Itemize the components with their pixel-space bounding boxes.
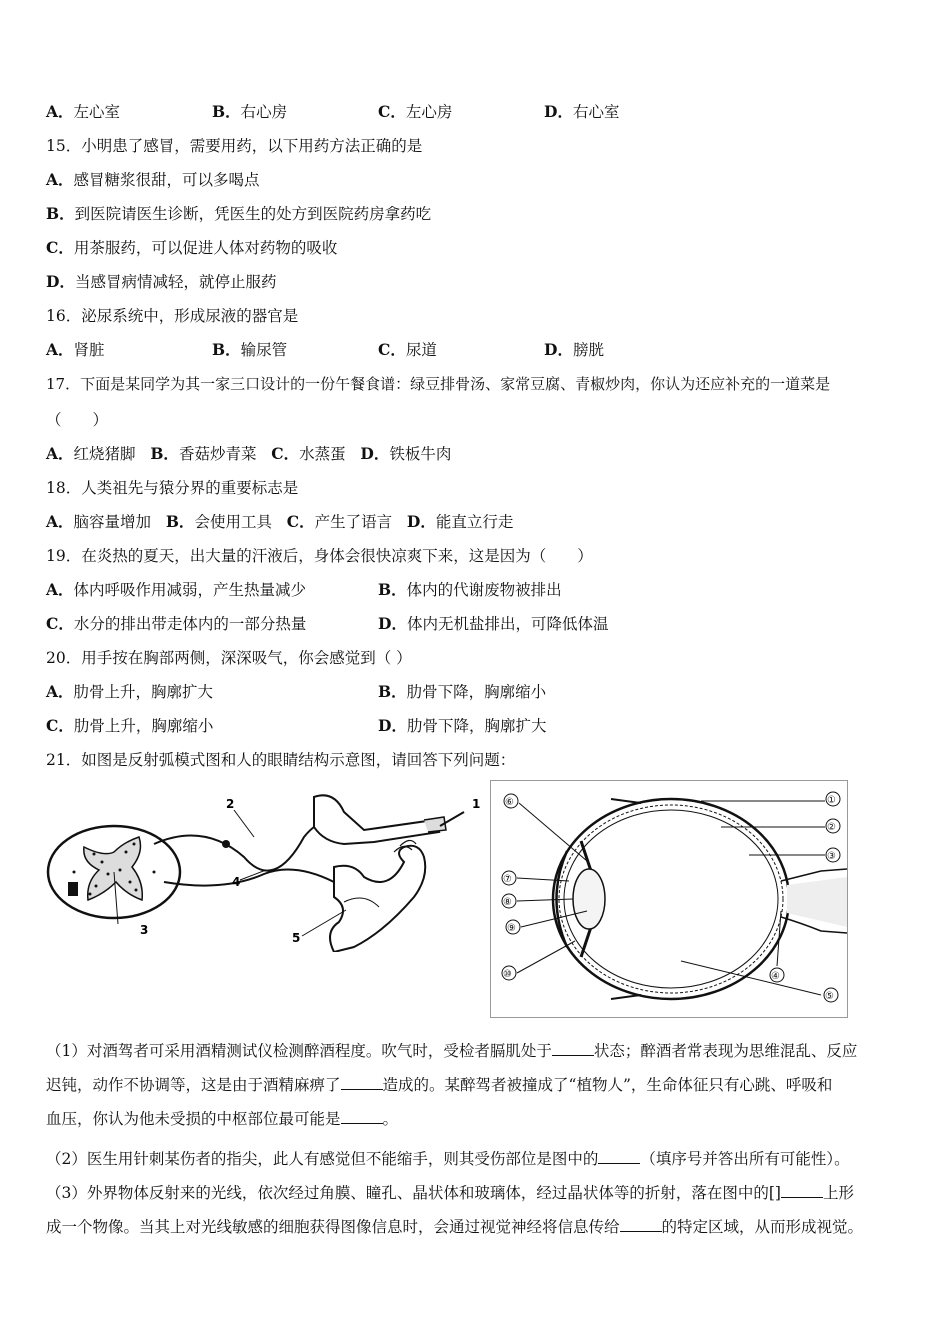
q17-stem: 17．下面是某同学为其一家三口设计的一份午餐食谱：绿豆排骨汤、家常豆腐、青椒炒肉，你认为还应补充的一道菜是: [46, 375, 831, 393]
q21-part1: [46, 1034, 916, 1136]
answer-blank[interactable]: [598, 1147, 640, 1164]
option-text: 右心房: [240, 103, 288, 121]
option-label: A．: [46, 170, 74, 189]
option-text: 能直立行走: [435, 513, 514, 531]
option-label: C．: [46, 238, 74, 257]
q21-part3-text-b: 上形: [822, 1184, 854, 1202]
answer-blank[interactable]: [341, 1073, 383, 1090]
option-text: 尿道: [405, 341, 437, 359]
answer-blank[interactable]: [620, 1215, 662, 1232]
option-label: B．: [150, 444, 179, 463]
reflex-label-1: 1: [472, 797, 481, 811]
option-text: 红烧猪脚: [73, 445, 136, 463]
q19-option-a: [46, 579, 306, 601]
option-text: 会使用工具: [194, 513, 272, 531]
q21-part2: [46, 1142, 916, 1176]
q20-option-a: [46, 681, 213, 703]
q15-option-a: [46, 169, 260, 191]
option-label: B．: [378, 682, 407, 701]
option-label: D．: [544, 102, 573, 121]
option-text: 肋骨上升，胸廓缩小: [73, 717, 214, 735]
option-label: B．: [378, 580, 407, 599]
option-label: D．: [406, 512, 436, 531]
eye-label-8: ⑧: [503, 897, 512, 908]
spinal-cord-section: [48, 826, 180, 937]
q21-part3: [46, 1176, 916, 1244]
q21-part1-text-d: 造成的。某醉驾者被撞成了“植物人”，生命体征只有心跳、呼吸和: [382, 1076, 833, 1094]
option-label: D．: [378, 614, 407, 633]
option-label: C．: [271, 444, 300, 463]
option-text: 肋骨上升，胸廓扩大: [73, 683, 214, 701]
option-text: 肾脏: [73, 341, 105, 359]
q14-option-b: [212, 101, 287, 123]
option-text: 铁板牛肉: [389, 445, 452, 463]
option-text: 到医院请医生诊断，凭医生的处方到医院药房拿药吃: [74, 205, 432, 223]
option-label: D．: [378, 716, 407, 735]
option-text: 脑容量增加: [73, 513, 152, 531]
option-text: 用茶服药，可以促进人体对药物的吸收: [73, 239, 338, 257]
option-text: 感冒糖浆很甜，可以多喝点: [73, 171, 260, 189]
option-label: B．: [165, 512, 195, 531]
q16-option-d: [544, 339, 604, 361]
q16-option-a: [46, 339, 105, 361]
q20-option-c: [46, 715, 213, 737]
option-text: 水分的排出带走体内的一部分热量: [73, 615, 307, 633]
reflex-label-3: 3: [140, 923, 149, 937]
eye-label-10: ⑩: [503, 969, 512, 980]
option-label: A．: [46, 512, 74, 531]
option-text: 左心房: [405, 103, 453, 121]
answer-blank[interactable]: [552, 1039, 594, 1056]
option-text: 肋骨下降，胸廓扩大: [406, 717, 547, 735]
q16-option-b: [212, 339, 287, 361]
q16-option-c: [378, 339, 437, 361]
option-label: C．: [378, 102, 406, 121]
option-label: B．: [46, 204, 75, 223]
option-text: 体内呼吸作用减弱，产生热量减少: [73, 581, 307, 599]
option-label: A．: [46, 444, 74, 463]
option-text: 当感冒病情减轻，就停止服药: [74, 273, 277, 291]
reflex-label-2: 2: [226, 797, 235, 811]
eye-label-7: ⑦: [503, 874, 512, 885]
q18-options: [46, 511, 513, 533]
reflex-label-5: 5: [292, 931, 301, 945]
q19-option-b: [378, 579, 562, 601]
answer-blank[interactable]: [781, 1181, 823, 1198]
answer-blank[interactable]: [341, 1107, 383, 1124]
q21-part2-text-b: （填序号并答出所有可能性）。: [640, 1150, 850, 1168]
eye-label-2: ②: [827, 822, 836, 833]
q16-stem: 16．泌尿系统中，形成尿液的器官是: [46, 307, 299, 325]
q15-option-b: [46, 203, 431, 225]
eye-label-5: ⑤: [825, 991, 834, 1002]
q14-option-a: [46, 101, 120, 123]
option-label: D．: [46, 272, 75, 291]
q14-option-d: [544, 101, 619, 123]
eye-structure-diagram: [491, 781, 847, 1017]
q19-option-c: [46, 613, 306, 635]
option-label: A．: [46, 580, 74, 599]
option-label: C．: [46, 716, 74, 735]
q14-option-c: [378, 101, 452, 123]
q15-option-d: [46, 271, 276, 293]
q21-part3-text-a: （3）外界物体反射来的光线，依次经过角膜、瞳孔、晶状体和玻璃体，经过晶状体等的折射，落在图中的[]: [46, 1184, 781, 1202]
q17-options: [46, 443, 451, 465]
option-text: 左心室: [73, 103, 121, 121]
option-label: B．: [212, 102, 241, 121]
q18-stem: 18．人类祖先与猿分界的重要标志是: [46, 479, 299, 497]
q15-option-c: [46, 237, 337, 259]
q21-part1-text-f: 。: [382, 1110, 399, 1128]
eye-label-3: ③: [827, 851, 836, 862]
q21-part3-text-d: 的特定区域，从而形成视觉。: [661, 1218, 864, 1236]
q21-part1-text-c: 迟钝，动作不协调等，这是由于酒精麻痹了: [46, 1076, 341, 1094]
option-label: A．: [46, 682, 74, 701]
q21-part1-text-e: 血压，你认为他未受损的中枢部位最可能是: [46, 1110, 341, 1128]
eye-label-4: ④: [771, 971, 780, 982]
option-text: 膀胱: [572, 341, 604, 359]
eye-label-9: ⑨: [507, 923, 516, 934]
option-label: C．: [46, 614, 74, 633]
option-text: 输尿管: [240, 341, 288, 359]
option-label: B．: [212, 340, 241, 359]
q19-option-d: [378, 613, 608, 635]
q21-part1-text-a: （1）对酒驾者可采用酒精测试仪检测醉酒程度。吹气时，受检者膈肌处于: [46, 1042, 552, 1060]
option-text: 香菇炒青菜: [178, 445, 257, 463]
q21-part1-text-b: 状态；醉酒者常表现为思维混乱、反应: [593, 1042, 858, 1060]
q17-stem-cont: （ ）: [46, 411, 109, 429]
option-text: 体内的代谢废物被排出: [406, 581, 562, 599]
option-label: D．: [544, 340, 573, 359]
option-label: A．: [46, 340, 74, 359]
eye-diagram-frame: [490, 780, 848, 1018]
q19-stem: 19．在炎热的夏天，出大量的汗液后，身体会很快凉爽下来，这是因为（ ）: [46, 547, 593, 565]
option-text: 右心室: [572, 103, 620, 121]
q21-part3-text-c: 成一个物像。当其上对光线敏感的细胞获得图像信息时，会通过视觉神经将信息传给: [46, 1218, 620, 1236]
q20-option-b: [378, 681, 546, 703]
option-label: A．: [46, 102, 74, 121]
q20-option-d: [378, 715, 546, 737]
option-text: 产生了语言: [314, 513, 393, 531]
option-text: 水蒸蛋: [299, 445, 346, 463]
q21-part2-text-a: （2）医生用针刺某伤者的指尖，此人有感觉但不能缩手，则其受伤部位是图中的: [46, 1150, 599, 1168]
reflex-label-4: 4: [232, 875, 241, 889]
option-label: C．: [378, 340, 406, 359]
q20-stem: 20．用手按在胸部两侧，深深吸气，你会感觉到（ ）: [46, 649, 412, 667]
option-text: 肋骨下降，胸廓缩小: [406, 683, 547, 701]
eye-label-1: ①: [827, 795, 836, 806]
eye-label-6: ⑥: [505, 797, 514, 808]
option-label: C．: [286, 512, 315, 531]
option-text: 体内无机盐排出，可降低体温: [406, 615, 609, 633]
q15-stem: 15．小明患了感冒，需要用药，以下用药方法正确的是: [46, 137, 423, 155]
reflex-arc-diagram: [44, 782, 484, 952]
q21-stem: 21．如图是反射弧模式图和人的眼睛结构示意图，请回答下列问题：: [46, 751, 516, 769]
option-label: D．: [360, 444, 390, 463]
